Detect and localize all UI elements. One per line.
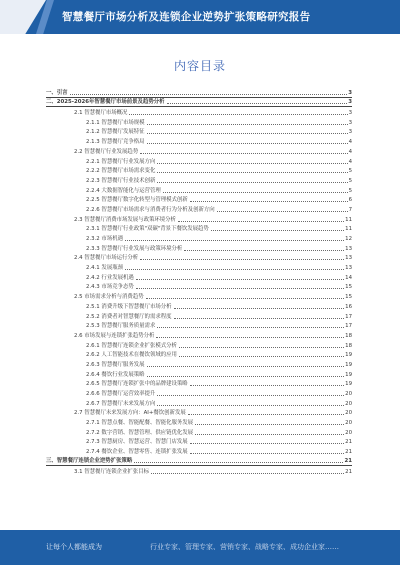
toc-entry-page: 20 — [345, 429, 352, 436]
toc-entry-page: 3 — [348, 110, 352, 117]
toc-entry[interactable] — [46, 156, 352, 166]
toc-leader-dots — [167, 103, 348, 104]
toc-leader-dots — [195, 434, 344, 435]
toc-entry[interactable] — [46, 136, 352, 146]
toc-entry[interactable] — [46, 282, 352, 292]
toc-leader-dots — [147, 124, 348, 125]
toc-leader-dots — [157, 172, 347, 173]
toc-leader-dots — [147, 133, 348, 134]
toc-entry[interactable] — [46, 388, 352, 398]
toc-entry-label: 2.6.3 智慧餐厅服务发展 — [86, 361, 145, 368]
toc-entry-page: 3 — [348, 129, 352, 136]
toc-leader-dots — [179, 356, 344, 357]
footer-tagline: 行业专家、管理专家、营销专家、战略专家、成功企业家…… — [150, 543, 339, 551]
toc-entry-label: 2.3 智慧餐厅消费市场发展与政策环境分析 — [74, 216, 176, 223]
toc-entry-page: 20 — [345, 420, 352, 427]
toc-entry-label: 2.1.2 智慧餐厅发展特征 — [86, 129, 145, 136]
footer-slogan: 让每个人都能成为 — [46, 543, 102, 551]
toc-entry[interactable] — [46, 117, 352, 127]
toc-leader-dots — [157, 405, 344, 406]
toc-entry-label: 2.6.4 餐饮行业发展策略 — [86, 371, 145, 378]
toc-entry-label: 2.5.3 智慧餐厅服务质量需求 — [86, 323, 156, 330]
toc-entry-page: 21 — [344, 457, 352, 464]
toc-entry[interactable] — [46, 350, 352, 360]
toc-entry-page: 17 — [345, 323, 352, 330]
toc-leader-dots — [190, 201, 348, 202]
toc-leader-dots — [157, 327, 344, 328]
toc-entry-label: 三、智慧餐厅连锁企业逆势扩张策略 — [46, 457, 133, 464]
toc-entry-page: 18 — [345, 342, 352, 349]
toc-entry-label: 2.3.1 智慧餐厅行业政策"双碳"背景下餐饮发展趋势 — [86, 226, 209, 233]
toc-leader-dots — [156, 337, 344, 338]
toc-leader-dots — [136, 279, 344, 280]
toc-leader-dots — [140, 153, 347, 154]
toc-entry-label: 2.7.4 餐饮企业、智慧零售、连锁扩张发展 — [86, 449, 188, 456]
toc-entry-page: 20 — [345, 400, 352, 407]
toc-entry[interactable] — [46, 340, 352, 350]
toc-entry-page: 19 — [345, 371, 352, 378]
header-banner — [0, 0, 400, 34]
toc-entry-page: 12 — [345, 236, 352, 242]
toc-entry-page: 3 — [348, 99, 352, 106]
toc-entry-label: 2.6.7 智慧餐厅未来发展方向 — [86, 400, 156, 407]
toc-entry-label: 2.1 智慧餐厅市场概况 — [74, 110, 128, 117]
toc-entry[interactable] — [46, 243, 352, 253]
toc-entry-label: 2.2.4 大数据智能化与运营管理 — [86, 187, 161, 194]
toc-entry[interactable] — [46, 224, 352, 234]
toc-entry-page: 17 — [345, 313, 352, 320]
toc-entry[interactable] — [46, 398, 352, 408]
toc-entry-page: 5 — [348, 187, 352, 194]
toc-entry[interactable] — [46, 166, 352, 176]
toc-entry-label: 2.5.2 消费者对智慧餐厅的需求程度 — [86, 313, 172, 320]
toc-leader-dots — [217, 211, 348, 212]
toc-leader-dots — [147, 366, 345, 367]
toc-entry-page: 4 — [348, 148, 352, 155]
toc-entry-label: 2.6.2 人工智能技术在餐饮领域的应用 — [86, 352, 177, 359]
toc-entry[interactable] — [46, 262, 352, 272]
toc-entry-label: 2.2.6 智慧餐厅市场需求与消费者行为分析及创新方向 — [86, 206, 215, 213]
report-title: 智慧餐厅市场分析及连锁企业逆势扩张策略研究报告 — [62, 11, 311, 23]
toc-entry-label: 2.7.2 数字营销、智慧管理、供应链优化发展 — [86, 429, 194, 436]
toc-entry-label: 2.6.6 智慧餐厅运营效率提升 — [86, 391, 156, 397]
toc-entry-label: 2.2 智慧餐厅行业发展趋势 — [74, 148, 139, 155]
toc-leader-dots — [157, 163, 347, 164]
toc-leader-dots — [188, 414, 344, 415]
toc-entry-label: 2.2.1 智慧餐厅行业发展方向 — [86, 158, 156, 165]
toc-entry-page: 15 — [345, 284, 352, 291]
toc-entry-label: 2.3.3 智慧餐厅行业发展与政策环境分析 — [86, 245, 183, 252]
toc-leader-dots — [70, 94, 348, 95]
toc-entry[interactable] — [46, 214, 352, 224]
toc-entry-page: 19 — [345, 381, 352, 388]
toc-heading: 内容目录 — [173, 59, 226, 73]
toc-entry[interactable] — [46, 204, 352, 214]
toc-leader-dots — [147, 143, 348, 144]
toc-entry[interactable] — [46, 437, 352, 447]
toc-leader-dots — [174, 318, 345, 319]
toc-leader-dots — [179, 347, 344, 348]
toc-entry-label: 2.7 智慧餐厅未来发展方向：AI+餐饮创新发展 — [74, 410, 186, 417]
toc-entry-page: 20 — [345, 391, 352, 397]
toc-entry-page: 4 — [348, 158, 352, 165]
toc-entry[interactable] — [46, 456, 352, 466]
toc-entry[interactable] — [46, 379, 352, 389]
toc-entry-page: 19 — [345, 352, 352, 359]
toc-entry-page: 15 — [345, 294, 352, 301]
toc-entry-page: 14 — [345, 274, 352, 281]
toc-entry-label: 2.4 智慧餐厅市场运行分析 — [74, 255, 139, 262]
table-of-contents — [46, 88, 352, 476]
toc-entry[interactable] — [46, 127, 352, 137]
toc-entry-page: 7 — [348, 206, 352, 213]
footer-banner — [0, 530, 400, 565]
toc-entry[interactable] — [46, 175, 352, 185]
toc-entry-label: 二、2025-2026年智慧餐厅市场前景及趋势分析 — [46, 99, 165, 106]
toc-entry-label: 2.2.5 智慧餐厅数字化转型与管理模式创新 — [86, 197, 188, 204]
toc-entry-page: 21 — [345, 449, 352, 456]
toc-leader-dots — [146, 298, 345, 299]
toc-leader-dots — [190, 385, 344, 386]
toc-leader-dots — [184, 250, 344, 251]
toc-entry[interactable] — [46, 253, 352, 263]
toc-entry-page: 3 — [348, 89, 352, 96]
toc-entry-page: 3 — [348, 119, 352, 126]
toc-entry-label: 2.4.2 行业发展机遇 — [86, 274, 134, 281]
toc-entry[interactable] — [46, 311, 352, 321]
toc-entry-label: 2.6.1 智慧餐厅连锁企业扩张模式分析 — [86, 342, 177, 349]
toc-entry-label: 2.5.1 消费升级下智慧餐厅市场分析 — [86, 303, 172, 310]
toc-entry[interactable] — [46, 146, 352, 156]
toc-leader-dots — [136, 288, 344, 289]
toc-leader-dots — [178, 221, 344, 222]
toc-entry-label: 2.2.2 智慧餐厅市场需求变化 — [86, 168, 156, 175]
toc-entry-label: 2.7.3 智慧厨房、智慧运营、智慧门店发展 — [86, 439, 188, 446]
toc-entry[interactable] — [46, 417, 352, 427]
toc-entry[interactable] — [46, 185, 352, 195]
toc-entry-page: 11 — [345, 226, 352, 233]
toc-leader-dots — [140, 259, 344, 260]
toc-entry[interactable] — [46, 88, 352, 98]
toc-entry-label: 2.1.1 智慧餐厅市场规模 — [86, 119, 145, 126]
toc-entry-label: 2.6 市场发展与连锁扩张趋势分析 — [74, 332, 155, 339]
toc-entry-label: 一、引言 — [46, 89, 68, 96]
toc-leader-dots — [174, 308, 345, 309]
toc-entry[interactable] — [46, 446, 352, 456]
toc-entry-page: 13 — [345, 255, 352, 262]
toc-entry-label: 2.4.1 发展瓶颈 — [86, 265, 123, 272]
toc-entry[interactable] — [46, 291, 352, 301]
toc-entry-label: 2.2.3 智慧餐厅行业技术创新 — [86, 177, 156, 184]
toc-leader-dots — [195, 424, 344, 425]
toc-entry-label: 3.1 智慧餐厅连锁企业扩张目标 — [74, 468, 149, 475]
toc-entry[interactable] — [46, 408, 352, 418]
toc-entry-page: 20 — [345, 410, 352, 417]
toc-entry-page: 6 — [348, 197, 352, 204]
toc-entry-page: 21 — [345, 439, 352, 446]
toc-leader-dots — [125, 269, 344, 270]
toc-entry[interactable] — [46, 107, 352, 117]
toc-leader-dots — [157, 395, 344, 396]
toc-entry[interactable] — [46, 427, 352, 437]
toc-entry[interactable] — [46, 195, 352, 205]
toc-entry[interactable] — [46, 233, 352, 243]
toc-entry-page: 13 — [345, 245, 352, 252]
toc-leader-dots — [211, 230, 344, 231]
toc-entry[interactable] — [46, 272, 352, 282]
toc-entry[interactable] — [46, 330, 352, 340]
toc-leader-dots — [151, 473, 344, 474]
toc-entry-label: 2.7.1 智慧点餐、智能配餐、智能化服务发展 — [86, 420, 194, 427]
toc-entry-label: 2.5 市场需求分析与消费趋势 — [74, 294, 144, 301]
toc-leader-dots — [190, 443, 344, 444]
toc-leader-dots — [190, 453, 344, 454]
toc-entry[interactable] — [46, 301, 352, 311]
toc-entry-label: 2.3.2 市场机遇 — [86, 236, 123, 242]
toc-entry-page: 18 — [345, 332, 352, 339]
toc-entry-page: 21 — [345, 468, 352, 475]
toc-entry[interactable] — [46, 321, 352, 331]
toc-entry-page: 5 — [348, 177, 352, 184]
toc-entry-page: 11 — [345, 216, 352, 223]
toc-entry-label: 2.4.3 市场竞争态势 — [86, 284, 134, 291]
toc-leader-dots — [157, 182, 347, 183]
toc-entry-label: 2.1.3 智慧餐厅竞争格局 — [86, 139, 145, 146]
toc-leader-dots — [125, 240, 344, 241]
toc-entry-page: 5 — [348, 168, 352, 175]
toc-leader-dots — [147, 376, 345, 377]
toc-leader-dots — [129, 114, 347, 115]
toc-entry-page: 4 — [348, 139, 352, 146]
toc-entry[interactable] — [46, 466, 352, 476]
toc-entry-page: 19 — [345, 361, 352, 368]
toc-leader-dots — [163, 192, 348, 193]
toc-entry-page: 13 — [345, 265, 352, 272]
toc-entry[interactable] — [46, 359, 352, 369]
toc-entry-label: 2.6.5 智慧餐厅连锁扩张中的品牌建设策略 — [86, 381, 188, 388]
toc-entry[interactable] — [46, 98, 352, 108]
toc-leader-dots — [134, 462, 343, 463]
toc-entry[interactable] — [46, 369, 352, 379]
toc-entry-page: 16 — [345, 303, 352, 310]
